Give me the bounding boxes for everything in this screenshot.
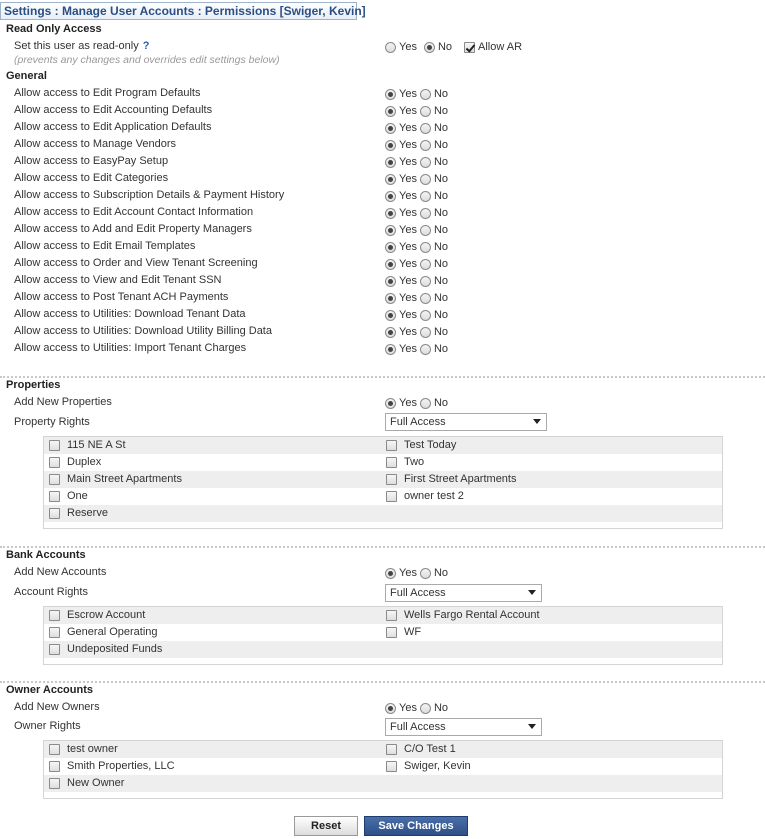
radio-yes-label: Yes	[399, 139, 417, 151]
read-only-note: (prevents any changes and overrides edit settings below)	[14, 54, 280, 66]
radio-no-label: No	[433, 258, 449, 270]
radio-no-label: No	[433, 397, 449, 409]
item-checkbox[interactable]	[49, 778, 60, 789]
general-permission-label: Allow access to Edit Program Defaults	[14, 87, 201, 99]
list-item	[49, 454, 384, 471]
general-permission-label: Allow access to Add and Edit Property Managers	[14, 223, 252, 235]
list-item	[386, 437, 721, 454]
general-permission-label: Allow access to Utilities: Download Tenant Data	[14, 308, 246, 320]
empty-cell	[386, 641, 721, 658]
general-permission-radio-group	[385, 342, 450, 356]
list-item	[49, 488, 384, 505]
general-permission-label: Allow access to View and Edit Tenant SSN	[14, 274, 222, 286]
section-divider	[0, 546, 765, 548]
list-row	[44, 624, 722, 641]
general-permission-radio-group	[385, 155, 450, 169]
list-row	[44, 505, 722, 522]
list-item	[49, 471, 384, 488]
allow-ar-checkbox[interactable]	[464, 42, 475, 53]
item-label: test owner	[67, 743, 118, 755]
list-padding	[44, 792, 722, 798]
permission-no-radio[interactable]	[420, 191, 431, 202]
save-changes-button[interactable]: Save Changes	[364, 816, 468, 836]
add-properties-radio-group	[385, 396, 450, 410]
item-checkbox[interactable]	[49, 457, 60, 468]
account-rights-select[interactable]	[385, 584, 542, 602]
permission-no-radio[interactable]	[420, 327, 431, 338]
permission-no-radio[interactable]	[420, 123, 431, 134]
list-item	[386, 741, 721, 758]
section-heading-general: General	[6, 70, 47, 82]
radio-yes-label: Yes	[399, 207, 417, 219]
item-checkbox[interactable]	[386, 457, 397, 468]
item-label: WF	[404, 626, 422, 638]
add-owners-label: Add New Owners	[14, 701, 100, 713]
list-item	[386, 471, 721, 488]
general-permission-radio-group	[385, 274, 450, 288]
item-label: New Owner	[67, 777, 125, 789]
radio-yes-label: Yes	[399, 173, 417, 185]
owner-rights-select[interactable]	[385, 718, 542, 736]
permission-yes-radio[interactable]	[385, 327, 396, 338]
list-row	[44, 775, 722, 792]
owner-rights-label: Owner Rights	[14, 720, 81, 732]
permission-yes-radio[interactable]	[385, 140, 396, 151]
item-label: 115 NE A St	[67, 439, 126, 451]
general-permission-radio-group	[385, 240, 450, 254]
list-row	[44, 758, 722, 775]
radio-no-label: No	[433, 275, 449, 287]
list-item	[49, 775, 384, 792]
list-row	[44, 741, 722, 758]
general-permission-radio-group	[385, 223, 450, 237]
permission-yes-radio[interactable]	[385, 208, 396, 219]
read-only-radio-group	[385, 40, 524, 54]
radio-yes-label: Yes	[399, 105, 417, 117]
chevron-down-icon	[528, 590, 536, 595]
general-permission-label: Allow access to Edit Accounting Defaults	[14, 104, 213, 116]
general-permission-radio-group	[385, 291, 450, 305]
list-row	[44, 488, 722, 505]
list-item	[49, 758, 384, 775]
radio-no-label: No	[433, 88, 449, 100]
permission-no-radio[interactable]	[420, 259, 431, 270]
add-owners-no-radio[interactable]	[420, 703, 431, 714]
permission-no-radio[interactable]	[420, 344, 431, 355]
list-item	[49, 607, 384, 624]
item-label: Swiger, Kevin	[404, 760, 471, 772]
radio-yes-label: Yes	[399, 292, 417, 304]
item-checkbox[interactable]	[49, 627, 60, 638]
permission-no-radio[interactable]	[420, 89, 431, 100]
general-permission-label: Allow access to Utilities: Download Utility Billing Data	[14, 325, 272, 337]
radio-yes-label: Yes	[399, 241, 417, 253]
radio-yes-label: Yes	[399, 190, 417, 202]
permission-no-radio[interactable]	[420, 225, 431, 236]
general-permission-label: Allow access to Edit Categories	[14, 172, 169, 184]
item-checkbox[interactable]	[386, 761, 397, 772]
item-checkbox[interactable]	[49, 744, 60, 755]
radio-yes-label: Yes	[399, 224, 417, 236]
item-label: One	[67, 490, 88, 502]
radio-yes-label: Yes	[399, 397, 417, 409]
chevron-down-icon	[533, 419, 541, 424]
general-permission-radio-group	[385, 121, 450, 135]
item-checkbox[interactable]	[49, 474, 60, 485]
list-padding	[44, 658, 722, 664]
item-checkbox[interactable]	[49, 440, 60, 451]
permission-yes-radio[interactable]	[385, 225, 396, 236]
permission-yes-radio[interactable]	[385, 276, 396, 287]
property-rights-label: Property Rights	[14, 416, 90, 428]
item-label: Test Today	[404, 439, 457, 451]
radio-yes-label: Yes	[399, 567, 417, 579]
radio-yes-label: Yes	[399, 275, 417, 287]
permission-yes-radio[interactable]	[385, 89, 396, 100]
section-divider	[0, 681, 765, 683]
general-permission-label: Allow access to Order and View Tenant Screening	[14, 257, 258, 269]
add-accounts-label: Add New Accounts	[14, 566, 107, 578]
general-permission-radio-group	[385, 189, 450, 203]
general-permission-label: Allow access to Post Tenant ACH Payments	[14, 291, 229, 303]
item-checkbox[interactable]	[386, 491, 397, 502]
permission-no-radio[interactable]	[420, 106, 431, 117]
radio-no-label: No	[433, 105, 449, 117]
add-accounts-no-radio[interactable]	[420, 568, 431, 579]
permission-yes-radio[interactable]	[385, 344, 396, 355]
general-permission-radio-group	[385, 308, 450, 322]
radio-no-label: No	[433, 343, 449, 355]
radio-no-label: No	[433, 309, 449, 321]
permission-yes-radio[interactable]	[385, 157, 396, 168]
radio-yes-label: Yes	[399, 122, 417, 134]
general-permission-label: Allow access to EasyPay Setup	[14, 155, 169, 167]
item-checkbox[interactable]	[386, 440, 397, 451]
permission-yes-radio[interactable]	[385, 259, 396, 270]
general-permission-radio-group	[385, 104, 450, 118]
list-item	[49, 641, 384, 658]
item-label: Reserve	[67, 507, 108, 519]
permission-no-radio[interactable]	[420, 208, 431, 219]
list-item	[386, 607, 721, 624]
list-item	[49, 624, 384, 641]
list-item	[386, 488, 721, 505]
list-row	[44, 607, 722, 624]
radio-no-label: No	[433, 567, 449, 579]
permission-yes-radio[interactable]	[385, 242, 396, 253]
add-properties-label: Add New Properties	[14, 396, 112, 408]
radio-no-label: No	[433, 702, 449, 714]
radio-yes-label: Yes	[399, 41, 417, 53]
permission-yes-radio[interactable]	[385, 123, 396, 134]
radio-no-label: No	[433, 173, 449, 185]
radio-no-label: No	[433, 190, 449, 202]
general-permission-label: Allow access to Edit Email Templates	[14, 240, 196, 252]
add-owners-yes-radio[interactable]	[385, 703, 396, 714]
read-only-yes-radio[interactable]	[385, 42, 396, 53]
radio-no-label: No	[433, 224, 449, 236]
list-item	[49, 741, 384, 758]
radio-yes-label: Yes	[399, 88, 417, 100]
list-row	[44, 471, 722, 488]
add-properties-yes-radio[interactable]	[385, 398, 396, 409]
item-label: Undeposited Funds	[67, 643, 163, 655]
section-heading-owner-accounts: Owner Accounts	[6, 684, 93, 696]
item-checkbox[interactable]	[386, 627, 397, 638]
radio-yes-label: Yes	[399, 258, 417, 270]
read-only-no-radio[interactable]	[424, 42, 435, 53]
item-label: C/O Test 1	[404, 743, 456, 755]
list-item	[386, 454, 721, 471]
radio-no-label: No	[433, 156, 449, 168]
radio-yes-label: Yes	[399, 309, 417, 321]
item-label: Escrow Account	[67, 609, 146, 621]
permission-no-radio[interactable]	[420, 310, 431, 321]
general-permission-label: Allow access to Subscription Details & Payment History	[14, 189, 285, 201]
list-padding	[44, 522, 722, 528]
general-permission-radio-group	[385, 325, 450, 339]
radio-yes-label: Yes	[399, 343, 417, 355]
section-heading-read-only: Read Only Access	[6, 23, 102, 35]
general-permission-radio-group	[385, 206, 450, 220]
permission-no-radio[interactable]	[420, 276, 431, 287]
list-item	[49, 505, 384, 522]
section-heading-properties: Properties	[6, 379, 61, 391]
radio-no-label: No	[433, 122, 449, 134]
list-item	[386, 624, 721, 641]
radio-no-label: No	[433, 241, 449, 253]
radio-no-label: No	[433, 292, 449, 304]
item-checkbox[interactable]	[49, 761, 60, 772]
item-label: First Street Apartments	[404, 473, 517, 485]
general-permission-label: Allow access to Edit Application Defaults	[14, 121, 212, 133]
item-label: Main Street Apartments	[67, 473, 182, 485]
section-heading-bank-accounts: Bank Accounts	[6, 549, 86, 561]
chevron-down-icon	[528, 724, 536, 729]
permission-no-radio[interactable]	[420, 293, 431, 304]
item-label: Duplex	[67, 456, 102, 468]
list-item	[49, 437, 384, 454]
reset-button[interactable]: Reset	[294, 816, 358, 836]
empty-cell	[386, 775, 721, 792]
permission-no-radio[interactable]	[420, 157, 431, 168]
owner-accounts-checkbox-list	[43, 740, 723, 799]
item-checkbox[interactable]	[49, 610, 60, 621]
general-permission-label: Allow access to Utilities: Import Tenant Charges	[14, 342, 247, 354]
owner-rights-value: Full Access	[390, 721, 446, 733]
page-title: Settings : Manage User Accounts : Permissions [Swiger, Kevin]	[0, 2, 357, 20]
general-permission-radio-group	[385, 138, 450, 152]
account-rights-value: Full Access	[390, 587, 446, 599]
item-label: Two	[404, 456, 425, 468]
empty-cell	[386, 505, 721, 522]
permission-no-radio[interactable]	[420, 242, 431, 253]
add-properties-no-radio[interactable]	[420, 398, 431, 409]
add-accounts-radio-group	[385, 566, 450, 580]
property-rights-value: Full Access	[390, 416, 446, 428]
general-permission-radio-group	[385, 87, 450, 101]
read-only-label	[14, 40, 149, 52]
property-rights-select[interactable]	[385, 413, 547, 431]
item-checkbox[interactable]	[386, 610, 397, 621]
help-icon[interactable]: ?	[142, 40, 150, 52]
add-owners-radio-group	[385, 701, 450, 715]
item-label: Wells Fargo Rental Account	[404, 609, 540, 621]
item-checkbox[interactable]	[386, 474, 397, 485]
item-checkbox[interactable]	[49, 491, 60, 502]
permission-yes-radio[interactable]	[385, 293, 396, 304]
general-permission-radio-group	[385, 172, 450, 186]
permission-yes-radio[interactable]	[385, 191, 396, 202]
item-label: owner test 2	[404, 490, 464, 502]
permission-yes-radio[interactable]	[385, 310, 396, 321]
radio-no-label: No	[433, 139, 449, 151]
allow-ar-label: Allow AR	[478, 41, 523, 53]
radio-no-label: No	[433, 207, 449, 219]
permission-no-radio[interactable]	[420, 140, 431, 151]
permission-yes-radio[interactable]	[385, 174, 396, 185]
list-row	[44, 437, 722, 454]
account-rights-label: Account Rights	[14, 586, 88, 598]
radio-yes-label: Yes	[399, 156, 417, 168]
general-permission-label: Allow access to Manage Vendors	[14, 138, 177, 150]
radio-no-label: No	[433, 326, 449, 338]
list-row	[44, 454, 722, 471]
radio-yes-label: Yes	[399, 702, 417, 714]
add-accounts-yes-radio[interactable]	[385, 568, 396, 579]
item-checkbox[interactable]	[386, 744, 397, 755]
item-label: General Operating	[67, 626, 158, 638]
general-permission-label: Allow access to Edit Account Contact Information	[14, 206, 254, 218]
item-checkbox[interactable]	[49, 508, 60, 519]
radio-no-label: No	[437, 41, 453, 53]
list-row	[44, 641, 722, 658]
radio-yes-label: Yes	[399, 326, 417, 338]
properties-checkbox-list	[43, 436, 723, 529]
permission-yes-radio[interactable]	[385, 106, 396, 117]
list-item	[386, 758, 721, 775]
bank-accounts-checkbox-list	[43, 606, 723, 665]
general-permission-radio-group	[385, 257, 450, 271]
item-checkbox[interactable]	[49, 644, 60, 655]
item-label: Smith Properties, LLC	[67, 760, 175, 772]
permission-no-radio[interactable]	[420, 174, 431, 185]
section-divider	[0, 376, 765, 378]
read-only-label-text: Set this user as read-only	[14, 40, 139, 52]
